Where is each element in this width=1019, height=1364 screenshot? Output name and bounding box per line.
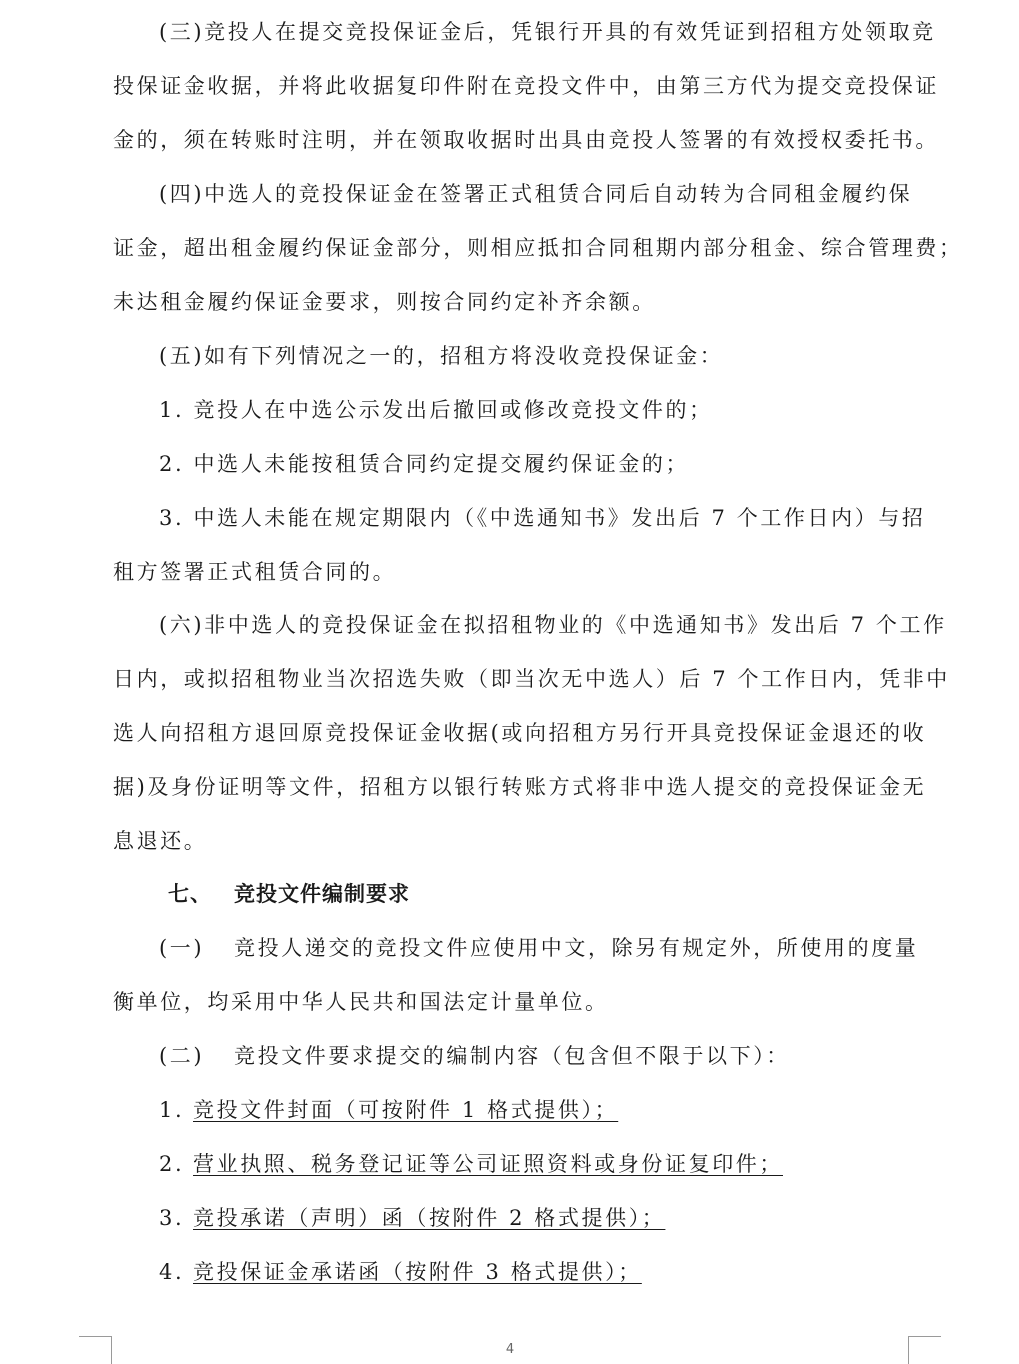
- paragraph-3-line-1: (三)竞投人在提交竞投保证金后，凭银行开具的有效凭证到招租方处领取竞: [159, 20, 936, 44]
- paragraph-5-item-2: 2. 中选人未能按租赁合同约定提交履约保证金的；: [159, 452, 690, 476]
- section-7-number: 七、: [168, 882, 212, 906]
- section-7-p1-label: (一): [159, 936, 205, 960]
- paragraph-6-line-4: 据)及身份证明等文件，招租方以银行转账方式将非中选人提交的竞投保证金无: [113, 775, 927, 799]
- crop-mark-left: [79, 1336, 112, 1364]
- crop-mark-right: [908, 1336, 941, 1364]
- list-item-4-number: 4.: [159, 1260, 185, 1284]
- list-item-2-text: 营业执照、税务登记证等公司证照资料或身份证复印件；: [193, 1152, 783, 1176]
- paragraph-4-line-1: (四)中选人的竞投保证金在签署正式租赁合同后自动转为合同租金履约保: [159, 182, 913, 206]
- paragraph-6-line-2: 日内，或拟招租物业当次招选失败（即当次无中选人）后 7 个工作日内，凭非中: [113, 667, 950, 691]
- section-7-p2-text: 竞投文件要求提交的编制内容（包含但不限于以下）：: [234, 1044, 790, 1068]
- paragraph-6-line-1: (六)非中选人的竞投保证金在拟招租物业的《中选通知书》发出后 7 个工作: [159, 613, 947, 637]
- paragraph-5-item-3: 3. 中选人未能在规定期限内（《中选通知书》发出后 7 个工作日内）与招: [159, 506, 926, 530]
- list-item-3-text: 竞投承诺（声明）函（按附件 2 格式提供）；: [193, 1206, 666, 1230]
- list-item-4-text: 竞投保证金承诺函（按附件 3 格式提供）；: [193, 1260, 642, 1284]
- list-item-1-text: 竞投文件封面（可按附件 1 格式提供）；: [193, 1098, 619, 1122]
- paragraph-3-line-3: 金的，须在转账时注明，并在领取收据时出具由竞投人签署的有效授权委托书。: [113, 128, 939, 152]
- paragraph-4-line-3: 未达租金履约保证金要求，则按合同约定补齐余额。: [113, 290, 656, 314]
- page-number: 4: [505, 1342, 515, 1357]
- list-item-3-number: 3.: [159, 1206, 185, 1230]
- list-item-2-number: 2.: [159, 1152, 185, 1176]
- paragraph-5-item-3-cont: 租方签署正式租赁合同的。: [113, 560, 397, 584]
- section-7-p1-line-2: 衡单位，均采用中华人民共和国法定计量单位。: [113, 990, 609, 1014]
- paragraph-3-line-2: 投保证金收据，并将此收据复印件附在竞投文件中，由第三方代为提交竞投保证: [113, 74, 939, 98]
- section-7-p1-line-1: 竞投人递交的竞投文件应使用中文，除另有规定外，所使用的度量: [234, 936, 919, 960]
- paragraph-5-line-1: (五)如有下列情况之一的，招租方将没收竞投保证金：: [159, 344, 724, 368]
- paragraph-6-line-3: 选人向招租方退回原竞投保证金收据(或向招租方另行开具竞投保证金退还的收: [113, 721, 927, 745]
- section-7-p2-label: (二): [159, 1044, 205, 1068]
- paragraph-6-line-5: 息退还。: [113, 829, 208, 853]
- paragraph-4-line-2: 证金，超出租金履约保证金部分，则相应抵扣合同租期内部分租金、综合管理费；: [113, 236, 963, 260]
- paragraph-5-item-1: 1. 竞投人在中选公示发出后撤回或修改竞投文件的；: [159, 398, 713, 422]
- list-item-1-number: 1.: [159, 1098, 185, 1122]
- section-7-title: 竞投文件编制要求: [234, 882, 410, 906]
